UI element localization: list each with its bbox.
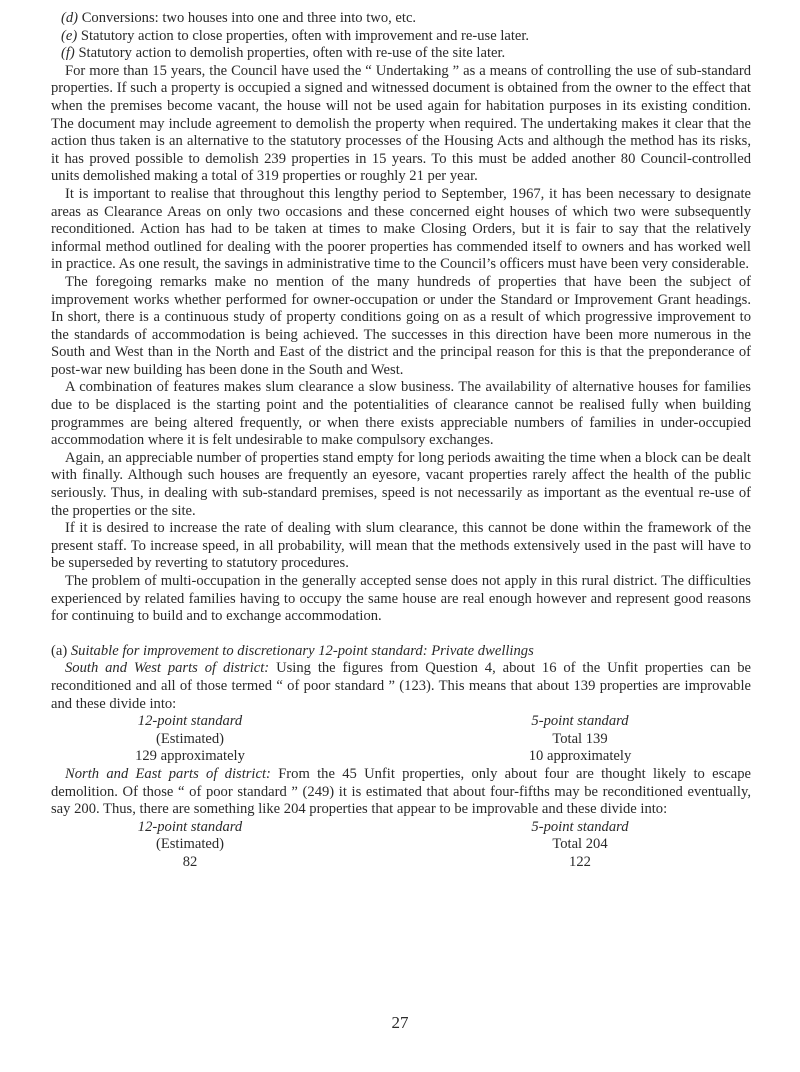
sw-total: Total 139	[552, 730, 608, 747]
list-item-f	[61, 45, 751, 63]
south-west-breakdown	[115, 713, 655, 766]
ne-total: Total 204	[552, 836, 608, 853]
ne-12-point-heading: 12-point standard	[137, 818, 243, 835]
ne-5-point-value: 122	[569, 853, 591, 870]
section-gap	[51, 626, 751, 643]
sw-12-point-column	[115, 713, 265, 766]
list-label: (e)	[61, 27, 78, 44]
sw-estimated-label: (Estimated)	[155, 730, 225, 747]
sw-5-point-heading: 5-point standard	[531, 713, 629, 730]
sw-5-point-column	[505, 713, 655, 766]
list-label: (f)	[61, 45, 75, 62]
page-number: 27	[391, 1013, 409, 1032]
section-a-heading	[51, 643, 751, 661]
ne-12-point-column	[115, 819, 265, 872]
paragraph-improvement-works: The foregoing remarks make no mention of the many hundreds of properties that have been the subject of improvement works whether performed for owner-occupation or under the Standard or Improvement Grant headings. In short, there is a continuous study of property conditions going on as a result of which progressive improvement to the standards of accommodation is being achieved. The successes in this direction have been more numerous in the South and West than in the North and East of the district and the principal reason for this is that the preponderance of post-war new building has been done in the South and West.	[51, 273, 751, 378]
paragraph-undertaking: For more than 15 years, the Council have used the “ Undertaking ” as a means of controlling the use of sub-standard properties. If such a property is occupied a signed and witnessed document is obtained from the owner to the effect that when the premises become vacant, the house will not be used again for habitation purposes in its existing condition. The document may include agreement to demolish the property when required. The undertaking makes it clear that the action thus taken is an alternative to the statutory processes of the Housing Acts and although the method has its risks, it has proved possible to demolish 239 properties in 15 years. To this must be added another 80 Council-controlled units demolished making a total of 319 properties or roughly 21 per year.	[51, 62, 751, 185]
paragraph-slow-business: A combination of features makes slum clearance a slow business. The availability of alternative houses for families due to be displaced is the starting point and the potentialities of clearance cannot be realised fully when building programmes are being altered frequently, or when there exists appreciable numbers of families in under-occupied accommodation where it is felt undesirable to make compulsory exchanges.	[51, 379, 751, 449]
list-item-d	[61, 10, 751, 28]
list-text: Statutory action to close properties, often with improvement and re-use later.	[80, 27, 530, 44]
ne-12-point-value: 82	[182, 853, 198, 870]
sw-5-point-value: 10 approximately	[528, 748, 632, 765]
paragraph-increase-rate: If it is desired to increase the rate of dealing with slum clearance, this cannot be done within the framework of the present staff. To increase speed, in all probability, will mean that the methods extensively used in the past will have to be superseded by reverting to statutory procedures.	[51, 520, 751, 572]
sw-12-point-heading: 12-point standard	[137, 713, 243, 730]
paragraph-south-west	[51, 660, 751, 713]
list-text: Statutory action to demolish properties, often with re-use of the site later.	[78, 45, 506, 62]
section-a-title: Suitable for improvement to discretionary 12-point standard: Private dwellings	[70, 642, 534, 659]
south-west-text: Using the figures from Question 4, about 16 of the Unfit properties can be reconditioned and all of those termed “ of poor standard ” (123). This means that about 139 properties are improvable and these divide into:	[51, 660, 751, 712]
ne-5-point-column	[505, 819, 655, 872]
south-west-lead: South and West parts of district:	[65, 660, 270, 677]
sw-12-point-value: 129 approximately	[135, 748, 245, 765]
ne-estimated-label: (Estimated)	[155, 836, 225, 853]
list-text: Conversions: two houses into one and three into two, etc.	[81, 10, 417, 26]
paragraph-multi-occupation: The problem of multi-occupation in the generally accepted sense does not apply in this rural district. The difficulties experienced by related families having to occupy the same house are real enough however and represent good reasons for continuing to build and to exchange accommodation.	[51, 573, 751, 625]
page-content	[51, 10, 751, 872]
paragraph-clearance-areas: It is important to realise that throughout this lengthy period to September, 1967, it has been necessary to designate areas as Clearance Areas on only two occasions and these concerned eight houses of which two were subsequently reconditioned. Action has had to be taken at times to make Closing Orders, but it is fair to say that the relatively informal method outlined for dealing with the poorer properties has commended itself to owners and has worked well in practice. As one result, the savings in administrative time to the Council’s officers must have been very considerable.	[51, 185, 751, 273]
north-east-lead: North and East parts of district:	[65, 765, 271, 782]
north-east-text: From the 45 Unfit properties, only about four are thought likely to escape demolition. Of those “ of poor standard ” (249) it is estimated that about four-fifths may be reconditioned eventually, say 200. Thus, there are something like 204 properties that appear to be improvable and these divide into:	[51, 765, 751, 818]
ne-5-point-heading: 5-point standard	[531, 818, 629, 835]
section-a-label: (a)	[51, 642, 68, 659]
north-east-breakdown	[115, 819, 655, 872]
list-item-e	[61, 28, 751, 46]
list-label: (d)	[61, 10, 79, 26]
paragraph-empty-properties: Again, an appreciable number of properties stand empty for long periods awaiting the time when a block can be dealt with finally. Although such houses are frequently an eyesore, vacant properties rarely affect the health of the public seriously. Thus, in dealing with sub-standard premises, speed is not necessarily as important as the eventual re-use of the properties or the site.	[51, 449, 751, 519]
paragraph-north-east	[51, 766, 751, 819]
